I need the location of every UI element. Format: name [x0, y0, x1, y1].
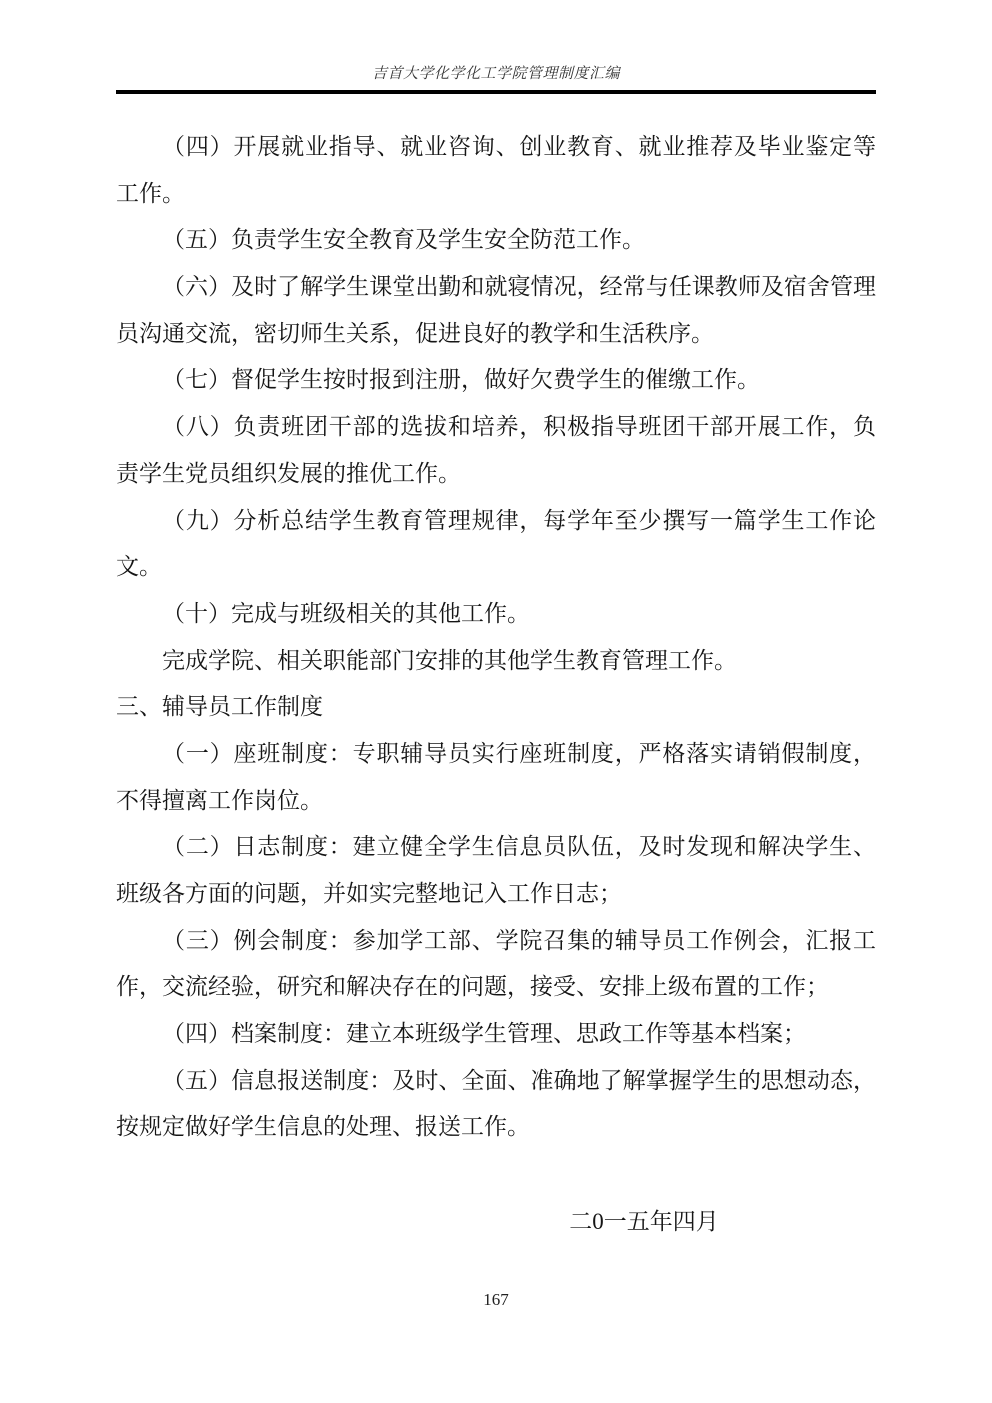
- text-line: （六）及时了解学生课堂出勤和就寝情况，经常与任课教师及宿舍管理: [162, 274, 876, 300]
- text-line: （二）日志制度：建立健全学生信息员队伍，及时发现和解决学生、: [162, 834, 876, 860]
- paragraph: [116, 918, 876, 1011]
- header-rule: [116, 90, 876, 94]
- paragraph: [116, 217, 876, 264]
- running-header-title: 吉首大学化学化工学院管理制度汇编: [371, 66, 620, 82]
- paragraph: [116, 498, 876, 591]
- paragraph: [116, 638, 876, 685]
- text-line: （十）完成与班级相关的其他工作。: [162, 600, 530, 626]
- text-line: 文。: [116, 554, 162, 580]
- text-line: （九）分析总结学生教育管理规律，每学年至少撰写一篇学生工作论: [162, 507, 876, 533]
- text-line: （四）档案制度：建立本班级学生管理、思政工作等基本档案；: [162, 1021, 806, 1047]
- text-line: 完成学院、相关职能部门安排的其他学生教育管理工作。: [162, 647, 737, 673]
- text-line: 责学生党员组织发展的推优工作。: [116, 460, 461, 486]
- paragraph: [116, 264, 876, 357]
- paragraph: [116, 1058, 876, 1151]
- text-line: （八）负责班团干部的选拔和培养，积极指导班团干部开展工作，负: [162, 414, 876, 440]
- section-heading: [116, 684, 876, 731]
- document-body: [116, 124, 876, 1151]
- date-line: 二0一五年四月: [569, 1209, 719, 1235]
- paragraph: [116, 1011, 876, 1058]
- text-line: （三）例会制度：参加学工部、学院召集的辅导员工作例会，汇报工: [162, 927, 876, 953]
- text-line: （四）开展就业指导、就业咨询、创业教育、就业推荐及毕业鉴定等: [162, 134, 876, 159]
- paragraph: [116, 404, 876, 497]
- text-line: 员沟通交流，密切师生关系，促进良好的教学和生活秩序。: [116, 320, 714, 346]
- paragraph: [116, 124, 876, 217]
- text-line: （五）负责学生安全教育及学生安全防范工作。: [162, 227, 645, 253]
- paragraph: [116, 591, 876, 638]
- text-line: 按规定做好学生信息的处理、报送工作。: [116, 1114, 530, 1140]
- paragraph: [116, 357, 876, 404]
- text-line: 不得擅离工作岗位。: [116, 787, 323, 813]
- paragraph: [116, 824, 876, 917]
- text-line: （五）信息报送制度：及时、全面、准确地了解掌握学生的思想动态，: [162, 1067, 876, 1093]
- paragraph: [116, 731, 876, 824]
- text-line: 三、辅导员工作制度: [116, 694, 323, 720]
- text-line: （七）督促学生按时报到注册，做好欠费学生的催缴工作。: [162, 367, 760, 393]
- text-line: 作，交流经验，研究和解决存在的问题，接受、安排上级布置的工作；: [116, 974, 829, 1000]
- text-line: 班级各方面的问题，并如实完整地记入工作日志；: [116, 881, 622, 906]
- text-line: 工作。: [116, 180, 185, 206]
- page-number: 167: [483, 1290, 509, 1309]
- text-line: （一）座班制度：专职辅导员实行座班制度，严格落实请销假制度，: [162, 740, 876, 766]
